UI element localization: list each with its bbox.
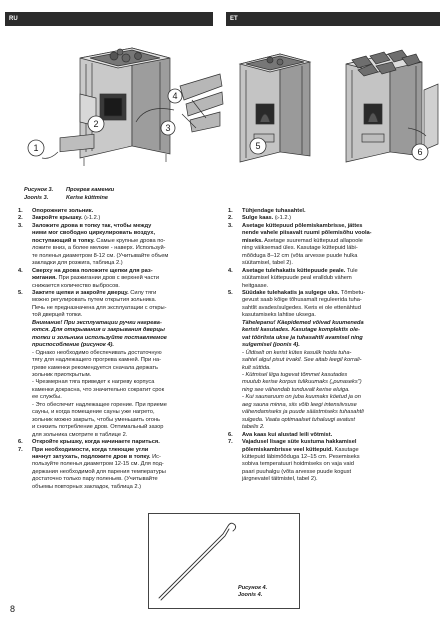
warning-line: keristi kasutades. Kasutage komplektis ole- [242,327,360,334]
step-line: nende vahele piisavalt ruumi põlemisõhu voola- [242,230,372,237]
language-code-et: ET [230,16,238,22]
step-number: 4. [228,267,233,274]
step-line: достаточно только пару поленьев. (Учитывайте [32,476,158,483]
note-line: - Kui saunaruum on juba kuumaks köetud ja on [242,394,361,401]
step-4 [18,268,216,290]
note-line: muutub kerise korpus tulikuumaks („punaseks") [242,379,362,386]
figure-3-left-illustration [20,34,225,182]
instructions-et [228,208,432,484]
step-number: 3. [228,222,233,229]
step-line: Asetage küttepuud põlemiskambrisse, jättes [242,222,363,229]
language-code-ru: RU [9,16,18,22]
caption-label-et: Joonis 3. [24,195,49,201]
note-line: aeg sauna minna, siis võib leegi intensiivsuse [242,401,357,408]
step-line: При необходимости, когда тлеющие угли [32,446,149,453]
figure-4-box [148,513,300,609]
step-text: жигания. [32,275,57,282]
figure-4-caption [238,585,267,599]
step-marker-label: 1 [33,143,39,153]
warning [18,320,216,350]
step-text: начнут затухать, подложите дров в топку. [32,453,151,460]
step-marker-label: 4 [172,91,178,101]
step-marker-label: 6 [417,147,423,157]
step-line: объемы повторных закладок, таблица 2.) [32,483,141,490]
step-line: Печь не предназначена для эксплуатации с откры- [32,304,167,311]
step-7 [228,439,432,484]
step-line: järgnevatel täitmistel, tabel 2). [242,476,318,483]
step-text: При разжигании дров с верхней части [56,275,160,282]
step-line: той дверцей топки. [32,312,83,319]
warning-line: sulgemisel (joonis 4). [242,342,300,349]
step-5 [18,290,216,320]
caption-label-ru: Рисунок 3. [24,187,54,193]
step-text: miseks. [242,237,263,244]
note-line: для зольника смотрите в таблице 2. [32,431,128,438]
step-6 [18,439,216,446]
step-marker-label: 5 [255,141,261,151]
step-line: küttepuid läbimõõduga 12–15 cm. Pesemiseks [242,453,360,460]
step-4 [228,268,432,290]
step-line: gevust saab kõige tõhusamalt reguleerida tuha- [242,297,362,304]
step-text: Asetage tulehakatis küttepuude peale. [242,267,346,274]
warning-line: vat tööriista ukse ja tuhasahtli avamisel ning [242,334,363,341]
step-line: süütamisel, tabel 2). [242,260,293,267]
step-line [32,275,216,282]
note-line: зольник можно закрыть, чтобы уменьшить огонь [32,416,161,423]
step-line: sobiva temperatuuri hoidmiseks on vaja vaid [242,461,354,468]
note-line: - Üldiselt on kerist kütes kasulik hoida tuha- [242,349,352,356]
note-line: греве каменки рекомендуется сначала держать [32,364,158,371]
note-line: и снизить потребление дров. Оптимальный зазор [32,424,164,431]
caption-et: Joonis 4. [238,592,263,598]
step-line [242,290,432,297]
step-number: 1. [18,208,23,214]
step-note: (▹1.2.) [82,215,101,222]
note-line: сауны, и когда помещение сауны уже нагрето, [32,409,155,416]
step-marker-label: 2 [93,119,99,129]
step-line: heitgaase. [242,282,269,289]
step-line: sahtlit avades/sulgedes. Keris ei ole ettenähtud [242,304,361,311]
note-line: vähendamiseks ja puude säästmiseks tuhasahtli [242,409,364,416]
instructions-ru [18,208,216,491]
step-line: paari puuhalgu (võta arvesse puude kogust [242,468,352,475]
step-number: 1. [228,208,233,214]
warning-line: топки и зольника используйте поставляемое [32,334,167,341]
step-line: снижается количество выбросов. [32,282,120,289]
step-line: закладки для розжига, таблица 2.) [32,260,123,267]
note-line: ning see vähendab tunduvalt kerise eluiga. [242,386,350,393]
page-number: 8 [10,604,16,614]
step-5 [228,290,432,320]
step-line: держания необходимой для парения температуры [32,468,166,475]
step-text: Силу тяги [128,289,157,296]
note-line: каменки докрасна, что значительно сократит срок [32,386,165,393]
step-2 [228,215,432,222]
note-line: tabelis 2. [242,424,265,431]
step-text: Закройте крышку. [32,215,83,222]
language-bar-et [226,12,440,26]
note-line: - Однако необходимо обеспечивать достаточную [32,349,162,356]
step-text: Ava kaas kui alustad leili võtmist. [242,431,333,438]
step-2 [18,215,216,222]
step-line: ning väiksemad üles. Kasutage küttepuid läbi- [242,245,358,252]
step-line: Заложите дрова в топку так, чтобы между [32,222,152,229]
step-6 [228,432,432,439]
step-line: ложите вниз, а более мелкие - наверх. Используй- [32,245,166,252]
step-line: можно регулировать путем открытия зольника. [32,297,157,304]
step-line: Сверху на дрова положите щепки для раз- [32,267,153,274]
step-number: 5. [228,289,233,296]
warning-line: Внимание! При эксплуатации ручки нагрева- [32,319,162,326]
step-text: Asetage suuremad küttepuud allapoole [262,237,363,244]
step-3 [228,223,432,268]
step-text: Самые крупные дрова по- [94,237,166,244]
step-number: 5. [18,289,23,296]
step-line [242,238,432,245]
step-number: 4. [18,267,23,274]
step-line: пользуйте поленья диаметром 12-15 см. Для под- [32,461,164,468]
step-marker-label: 3 [165,123,171,133]
step-text: Опорожните зольник. [32,208,94,214]
warning [228,320,432,350]
step-line: Vajadusel lisage süte kustuma hakkamisel [242,439,357,446]
notes [18,350,216,439]
step-number: 2. [18,215,23,222]
step-line: mõõduga 8–12 cm (võta arvesse puude hulka [242,252,358,259]
step-line [242,447,432,454]
step-text: põlemiskambrisse veel küttepuid. [242,446,334,453]
caption-ru: Рисунок 4. [238,585,268,591]
step-line: süütamisel küttepuude peal eralldub vähem [242,275,352,282]
step-text: Ис- [150,453,161,460]
warning-line: ются. Для открывания и закрывания дверцы [32,327,165,334]
step-text: Откройте крышку, когда начинаете париться. [32,439,160,446]
note-line: ее службы. [32,394,62,401]
note-line: - Kütmisel liiga tugevat tõmmet kasutades [242,371,348,378]
figure-3-caption [24,186,114,202]
note-line: - Чрезмерная тяга приведет к нагреву корпуса [32,379,155,386]
step-text: Tühjendage tuhasahtel. [242,208,306,214]
step-3 [18,223,216,268]
step-text: Tõmbetu- [339,289,366,296]
note-line: тягу для надлежащего прогрева камней. При на- [32,357,162,364]
step-text: Tule [345,267,358,274]
language-bar-ru [5,12,213,26]
note-line: sulgeda. Vaata optimaalset tuhaluugi avatust [242,416,355,423]
step-text: Kasutage [333,446,359,453]
step-text: Зажгите щепки и закройте дверцу. [32,289,129,296]
figure-3-right-illustration [232,34,440,182]
notes [228,350,432,432]
step-number: 6. [228,431,233,438]
step-line [242,268,432,275]
note-line: зольник приоткрытым. [32,371,92,378]
note-line: sahtel algul pisut irvakil. See aitab leegil korrali- [242,357,362,364]
step-line [32,290,216,297]
door-tool-illustration [149,514,299,608]
step-text: Sulge kaas. [242,215,274,222]
step-number: 7. [228,439,233,446]
step-number: 3. [18,222,23,229]
step-number: 2. [228,215,233,222]
warning-line: приспособление (рисунок 4). [32,342,114,349]
step-number: 7. [18,446,23,453]
step-7 [18,447,216,492]
caption-text-ru: Прогрев каменки [66,187,115,193]
step-1 [228,208,432,215]
step-text: поступающий в топку. [32,237,95,244]
caption-text-et: Kerise küttmine [66,195,108,201]
warning-line: Tähelepanu! Käepidemed võivad kuumeneda [242,319,364,326]
note-line: - Это обеспечит надлежащее горение. При приеме [32,401,167,408]
step-line: kasutamiseks lahtise uksega. [242,312,316,319]
step-number: 6. [18,439,23,446]
step-line: ними мог свободно циркулировать воздух, [32,230,156,237]
step-line: те поленья диаметром 8-12 см. (Учитывайте объем [32,252,169,259]
step-text: Süüdake tulehakatis ja sulgege uks. [242,289,340,296]
note-line: kult süttida. [242,364,271,371]
step-note: (▹1.2.) [273,215,292,222]
